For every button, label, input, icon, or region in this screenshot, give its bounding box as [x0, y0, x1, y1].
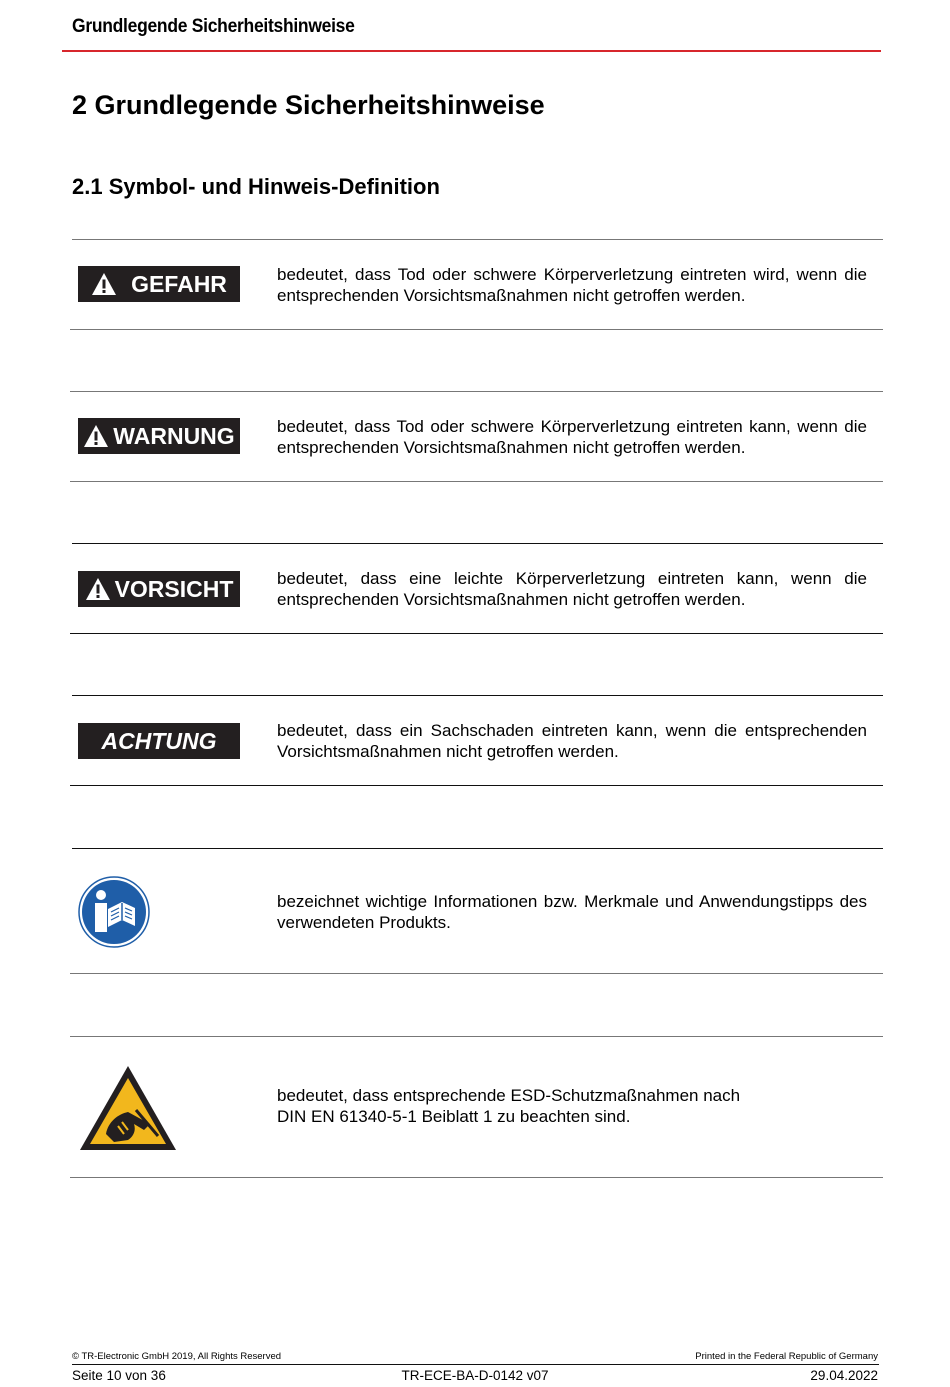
signal-word-label: GEFAHR: [131, 270, 227, 297]
signal-word-label: WARNUNG: [113, 422, 235, 449]
esd-warning-icon: [78, 1064, 178, 1152]
definition-text: bedeutet, dass ein Sachschaden eintreten kann, wenn die entsprechenden Vorsichtsmaßnahmen nicht getroffen werden.: [277, 721, 867, 761]
signal-word-label: ACHTUNG: [101, 727, 217, 754]
footer-printed: Printed in the Federal Republic of Germany: [695, 1351, 878, 1362]
signal-word-achtung: [78, 723, 240, 759]
definition-bottom-rule: [70, 329, 883, 330]
warning-triangle-icon: [83, 424, 109, 448]
definition-top-rule: [72, 239, 883, 240]
warning-triangle-icon: [85, 577, 111, 601]
signal-word-warnung: [78, 418, 240, 454]
definition-text: bedeutet, dass eine leichte Körperverletzung eintreten kann, wenn die entsprechenden Vorsichtsmaßnahmen nicht getroffen werden.: [277, 569, 867, 609]
definition-bottom-rule: [70, 1177, 883, 1178]
definition-text-line: bedeutet, dass entsprechende ESD-Schutzmaßnahmen nach: [277, 1086, 741, 1105]
definition-text: bedeutet, dass Tod oder schwere Körperverletzung eintreten wird, wenn die entsprechenden Vorsichtsmaßnahmen nicht getroffen werden.: [277, 265, 867, 305]
definition-bottom-rule: [70, 973, 883, 974]
definition-top-rule: [70, 391, 883, 392]
definition-top-rule: [72, 848, 883, 849]
definition-bottom-rule: [70, 633, 883, 634]
definition-text: bezeichnet wichtige Informationen bzw. Merkmale und Anwendungstipps des verwendeten Produkts.: [277, 892, 867, 932]
footer-date: 29.04.2022: [810, 1368, 878, 1383]
definition-text: bedeutet, dass Tod oder schwere Körperverletzung eintreten kann, wenn die entsprechenden Vorsichtsmaßnahmen nicht getroffen werden.: [277, 417, 867, 457]
definition-bottom-rule: [70, 481, 883, 482]
definition-bottom-rule: [70, 785, 883, 786]
signal-word-gefahr: [78, 266, 240, 302]
definition-text: [277, 1085, 867, 1127]
footer-copyright: © TR-Electronic GmbH 2019, All Rights Reserved: [72, 1351, 282, 1362]
definition-top-rule: [70, 1036, 883, 1037]
chapter-title: 2 Grundlegende Sicherheitshinweise: [72, 90, 545, 120]
warning-triangle-icon: [91, 272, 117, 296]
header-divider: [62, 50, 881, 52]
definition-text-line: DIN EN 61340-5-1 Beiblatt 1 zu beachten sind.: [277, 1107, 631, 1126]
definition-top-rule: [72, 543, 883, 544]
running-header-title: Grundlegende Sicherheitshinweise: [72, 16, 355, 37]
footer-document-id: TR-ECE-BA-D-0142 v07: [401, 1368, 549, 1383]
signal-word-vorsicht: [78, 571, 240, 607]
definition-top-rule: [72, 695, 883, 696]
section-title: 2.1 Symbol- und Hinweis-Definition: [72, 174, 440, 199]
footer-page-number: Seite 10 von 36: [72, 1368, 166, 1383]
footer-divider: [72, 1364, 879, 1365]
info-manual-icon: [78, 876, 150, 948]
signal-word-label: VORSICHT: [114, 575, 234, 602]
